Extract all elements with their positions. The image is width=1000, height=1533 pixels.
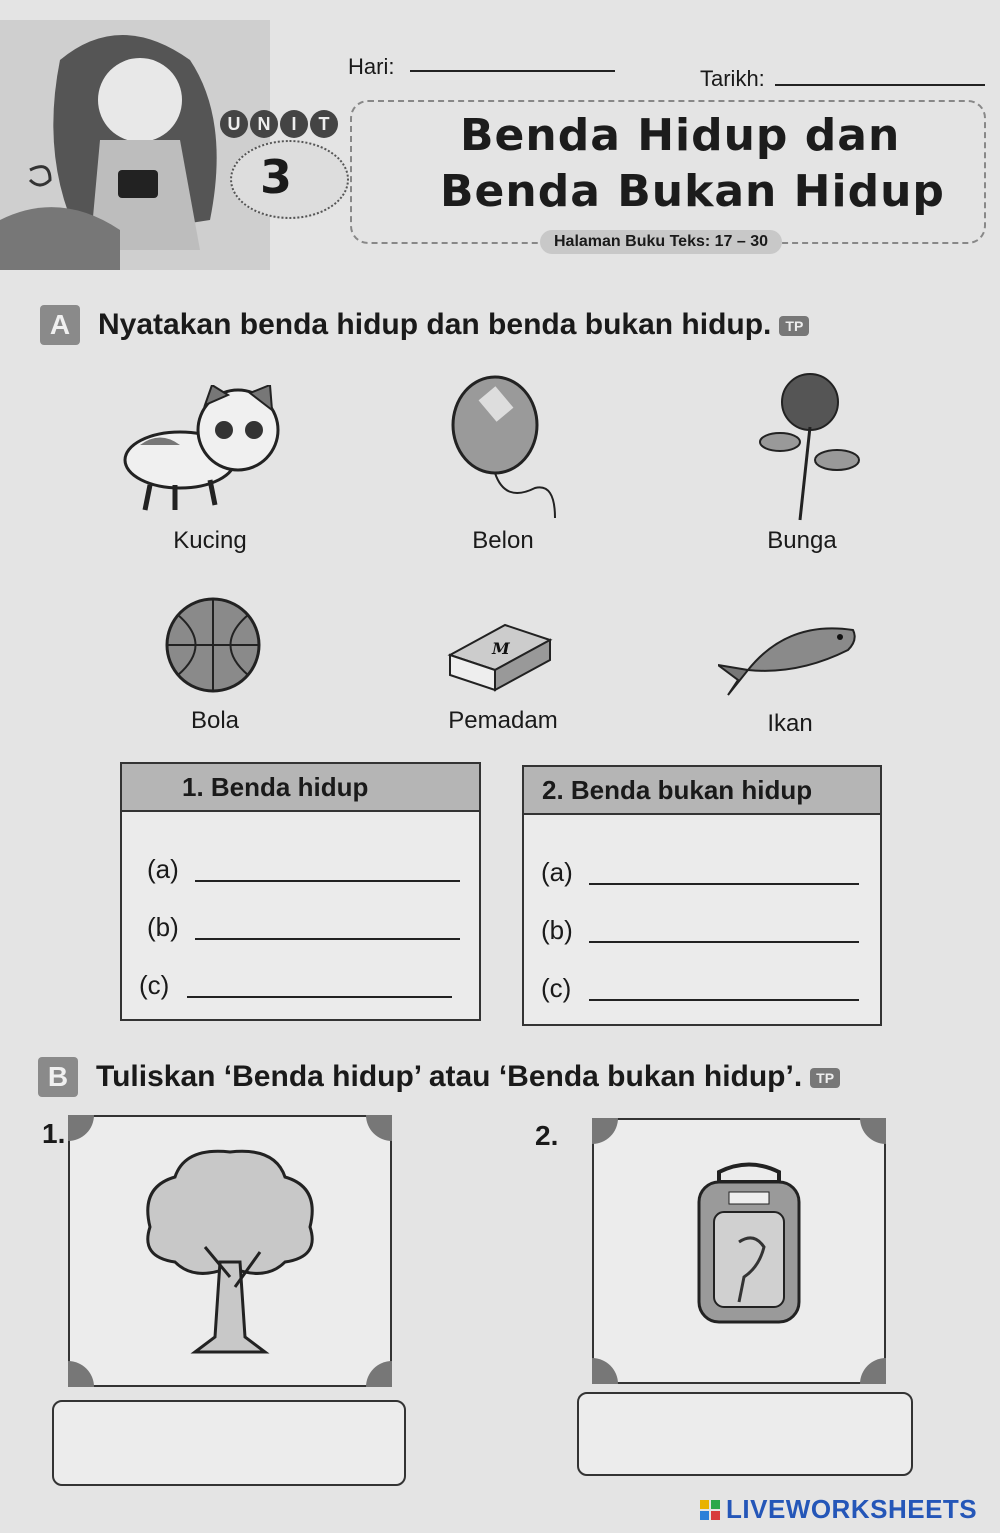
table1-row-c xyxy=(139,970,169,1001)
liveworksheets-logo-icon xyxy=(700,1500,720,1520)
table2-row-b xyxy=(541,915,573,946)
hari-label: Hari: xyxy=(348,54,395,79)
ball-icon xyxy=(163,595,263,695)
unit-number: 3 xyxy=(260,150,293,204)
table1-row-b-label: (b) xyxy=(147,912,179,942)
item-label-belon: Belon xyxy=(472,527,534,554)
section-a-badge: A xyxy=(40,305,80,345)
table2-row-c-input[interactable] xyxy=(589,999,859,1001)
table-benda-bukan-hidup xyxy=(522,765,882,1026)
table1-row-a xyxy=(147,854,179,885)
textbook-pages: Halaman Buku Teks: 17 – 30 xyxy=(540,230,782,254)
question-1-number: 1. xyxy=(42,1118,66,1149)
item-label-kucing: Kucing xyxy=(173,527,247,554)
table1-row-c-input[interactable] xyxy=(187,996,452,998)
flower-icon xyxy=(755,372,865,522)
unit-letter-u: U xyxy=(220,110,248,138)
answer-box-2[interactable] xyxy=(577,1392,913,1476)
table2-row-a-input[interactable] xyxy=(589,883,859,885)
tarikh-label: Tarikh: xyxy=(700,66,765,91)
backpack-icon xyxy=(684,1162,814,1327)
table2-row-c-label: (c) xyxy=(541,973,572,1003)
section-b-instruction xyxy=(96,1060,840,1094)
section-a-instruction-text: Nyatakan benda hidup dan benda bukan hidup. xyxy=(98,308,772,341)
watermark-text: LIVEWORKSHEETS xyxy=(726,1494,978,1524)
section-b-instruction-text: Tuliskan ‘Benda hidup’ atau ‘Benda bukan hidup’. xyxy=(96,1060,803,1093)
table1-row-a-label: (a) xyxy=(147,854,179,884)
unit-letter-n: N xyxy=(250,110,278,138)
table1-row-a-input[interactable] xyxy=(195,880,460,882)
item-label-bola: Bola xyxy=(190,707,240,734)
tp-badge-b: TP xyxy=(810,1068,840,1088)
tarikh-input[interactable] xyxy=(775,84,985,86)
table1-row-c-label: (c) xyxy=(139,970,170,1000)
table2-row-a xyxy=(541,857,573,888)
table1-row-b-input[interactable] xyxy=(195,938,460,940)
liveworksheets-watermark xyxy=(700,1494,977,1525)
section-b-badge: B xyxy=(38,1057,78,1097)
table2-row-b-input[interactable] xyxy=(589,941,859,943)
eraser-letter: M xyxy=(492,639,510,658)
unit-title-line2: Benda Bukan Hidup xyxy=(440,166,945,217)
table-benda-hidup xyxy=(120,762,481,1021)
table2-row-b-label: (b) xyxy=(541,915,573,945)
section-a-instruction xyxy=(98,308,809,342)
table-benda-bukan-hidup-header: 2. Benda bukan hidup xyxy=(524,767,880,815)
item-label-ikan: Ikan xyxy=(767,710,813,737)
tp-badge-a: TP xyxy=(779,316,809,336)
unit-title-line1: Benda Hidup dan xyxy=(460,110,901,161)
table2-row-a-label: (a) xyxy=(541,857,573,887)
answer-box-1[interactable] xyxy=(52,1400,406,1486)
table1-row-b xyxy=(147,912,179,943)
unit-letter-t: T xyxy=(310,110,338,138)
tree-icon xyxy=(135,1147,325,1357)
item-label-bunga: Bunga xyxy=(767,527,837,554)
question-1-frame xyxy=(68,1115,392,1387)
table2-row-c xyxy=(541,973,571,1004)
hari-input[interactable] xyxy=(410,70,615,72)
question-2-number: 2. xyxy=(535,1120,559,1151)
item-label-pemadam: Pemadam xyxy=(448,707,558,734)
table-benda-hidup-header: 1. Benda hidup xyxy=(122,764,479,812)
balloon-icon xyxy=(440,375,570,525)
unit-letter-i: I xyxy=(280,110,308,138)
cat-icon xyxy=(120,385,290,515)
eraser-icon xyxy=(445,620,555,695)
question-2-frame xyxy=(592,1118,886,1384)
fish-icon xyxy=(718,615,863,700)
unit-badge xyxy=(220,110,350,220)
